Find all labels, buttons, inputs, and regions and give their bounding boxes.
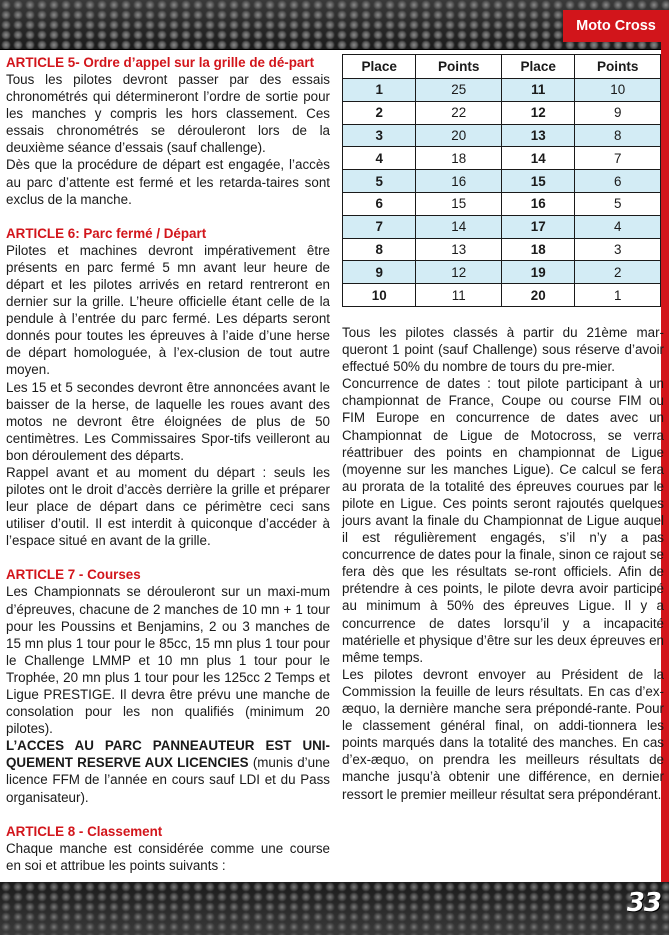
points-cell: 18 — [416, 147, 502, 170]
points-cell: 22 — [416, 101, 502, 124]
points-cell: 20 — [416, 124, 502, 147]
points-cell: 5 — [575, 192, 661, 215]
place-cell: 17 — [501, 215, 574, 238]
article-7-title: ARTICLE 7 - Courses — [6, 567, 141, 583]
place-cell: 3 — [343, 124, 416, 147]
right-paragraph-2: Concurrence de dates : tout pilote participant à un championnat de France, Coupe ou course FIM ou FIM Europe en concurrence de dates avec un Championnat de Ligue de Motocross, se verra réattribuer des points en championnat de Ligue (moyenne sur les manches Ligue). Ce calcul se fera au prorata de la totalité des épreuves courues par le pilote en Ligue. Ces points seront rajoutés quelques jours avant la finale du Championnat de Ligue auquel il est régulièrement engagés, s’il n’y a pas concurrence de dates pour la finale, sinon ce rajout se fera dès que les résultats se-ront officiels. Afin de prétendre à ces points, le pilote devra avoir participé au minimum à 50% des épreuves Ligue. Il y a concurrence de dates lorsqu’il y a incapacité matérielle et physique d’être sur les deux épreuves en même temps. — [342, 376, 664, 665]
table-row — [343, 101, 661, 124]
points-cell: 1 — [575, 284, 661, 307]
article-8-paragraph-1: Chaque manche est considérée comme une course en soi et attribue les points suivants : — [6, 840, 330, 873]
place-cell: 5 — [343, 170, 416, 193]
points-table — [342, 54, 661, 307]
points-cell: 9 — [575, 101, 661, 124]
points-cell: 6 — [575, 170, 661, 193]
place-cell: 7 — [343, 215, 416, 238]
place-cell: 6 — [343, 192, 416, 215]
points-cell: 3 — [575, 238, 661, 261]
left-column — [6, 54, 330, 874]
right-column — [342, 54, 664, 803]
table-row — [343, 284, 661, 307]
right-text-block — [342, 324, 664, 803]
article-7-bold-notice: L’ACCES AU PARC PANNEAUTEUR EST UNI-QUEMENT RESERVE AUX LICENCIES — [6, 738, 330, 771]
article-6-paragraph-1: Pilotes et machines devront impérativement être présents en parc fermé 5 mn avant leur heure de départ et les pilotes arrivés en retard rentreront en dernier sur la grille. L’heure officielle étant celle de la pendule à l’entrée du parc fermé. Les départs seront donnés pour toutes les épreuves à l’aide d’une herse de départ homologuée, à l’ex-clusion de tout autre moyen. — [6, 242, 330, 378]
points-cell: 14 — [416, 215, 502, 238]
place-cell: 18 — [501, 238, 574, 261]
points-cell: 7 — [575, 147, 661, 170]
points-cell: 4 — [575, 215, 661, 238]
article-5-paragraph-1: Tous les pilotes devront passer par des essais chronométrés qui détermineront l’ordre de sortie pour les manches y compris les hors classement. Ces essais chronométrés se dérouleront lors de la deuxième séance d’essais (sauf challenge). — [6, 72, 330, 156]
points-cell: 2 — [575, 261, 661, 284]
table-row — [343, 192, 661, 215]
table-row — [343, 215, 661, 238]
place-cell: 4 — [343, 147, 416, 170]
points-cell: 12 — [416, 261, 502, 284]
place-cell: 15 — [501, 170, 574, 193]
place-cell: 8 — [343, 238, 416, 261]
footer-band — [0, 882, 669, 935]
header-points-1: Points — [416, 55, 502, 79]
place-cell: 10 — [343, 284, 416, 307]
article-7-paragraph-2 — [6, 737, 330, 805]
article-7-paragraph-1: Les Championnats se dérouleront sur un maxi-mum d’épreuves, chacune de 2 manches de 10 mn + 1 tour pour les Poussins et Benjamins, 2 ou 3 manches de 15 mn plus 1 tour pour le 85cc, 15 mn plus 1 tour pour le Challenge LMMP et 10 mn plus 1 tour pour le Trophée, 20 mn plus 1 tour pour les 125cc 2 Temps et Ligue PRESTIGE. Il devra être prévu une manche de consolation pour les non qualifiés (minimum 20 pilotes). — [6, 584, 330, 737]
table-row — [343, 147, 661, 170]
place-cell: 13 — [501, 124, 574, 147]
place-cell: 9 — [343, 261, 416, 284]
place-cell: 16 — [501, 192, 574, 215]
article-7-notice-rest: (munis d’une licence FFM de l’année en cours sauf LDI et du Pass organisateur). — [6, 755, 330, 805]
table-row — [343, 238, 661, 261]
header-place-2: Place — [501, 55, 574, 79]
points-cell: 10 — [575, 79, 661, 102]
place-cell: 2 — [343, 101, 416, 124]
table-row — [343, 261, 661, 284]
points-cell: 15 — [416, 192, 502, 215]
article-5-title: ARTICLE 5- Ordre d’appel sur la grille de dé-part — [6, 55, 315, 70]
header-place-1: Place — [343, 55, 416, 79]
header-points-2: Points — [575, 55, 661, 79]
right-paragraph-1: Tous les pilotes classés à partir du 21ème mar-queront 1 point (sauf Challenge) sous réserve d’avoir effectué 50% du nombre de tours du pre-mier. — [342, 324, 664, 375]
article-6-paragraph-2: Les 15 et 5 secondes devront être annoncées avant le baisser de la herse, de laquelle les roues avant des motos ne devront être éloignées de plus de 50 centimètres. Les Commissaires Spor-tifs veilleront au bon déroulement des départs. — [6, 379, 330, 463]
points-cell: 13 — [416, 238, 502, 261]
table-row — [343, 170, 661, 193]
place-cell: 19 — [501, 261, 574, 284]
place-cell: 11 — [501, 79, 574, 102]
points-cell: 25 — [416, 79, 502, 102]
points-table-header-row — [343, 55, 661, 79]
place-cell: 14 — [501, 147, 574, 170]
points-cell: 16 — [416, 170, 502, 193]
right-paragraph-3: Les pilotes devront envoyer au Président de la Commission la feuille de leurs résultats. En cas d’ex-æquo, la dernière manche sera prépondé-rante. Pour le classement général final, on addi-tionnera les points marqués dans la totalité des manches. En cas d’ex-æquo, on prendra les meilleurs résultats de manche jusqu’à obtenir une différence, en dernier ressort le premier meilleur résultat sera prépondérant. — [342, 666, 664, 802]
table-row — [343, 124, 661, 147]
place-cell: 1 — [343, 79, 416, 102]
section-tag: Moto Cross — [563, 10, 669, 42]
table-row — [343, 79, 661, 102]
place-cell: 12 — [501, 101, 574, 124]
article-5-paragraph-2: Dès que la procédure de départ est engagée, l’accès au parc d’attente est fermé et les retarda-taires sont exclus de la manche. — [6, 157, 330, 207]
place-cell: 20 — [501, 284, 574, 307]
article-6-title: ARTICLE 6: Parc fermé / Départ — [6, 225, 207, 241]
points-cell: 11 — [416, 284, 502, 307]
article-8-title: ARTICLE 8 - Classement — [6, 823, 163, 839]
points-cell: 8 — [575, 124, 661, 147]
article-6-paragraph-3: Rappel avant et au moment du départ : seuls les pilotes ont le droit d’accès derrière la grille et préparer leur place de départ dans ce périmètre ceci sans utiliser d’outil. Il est interdit à quiconque d’accéder à l’espace situé en avant de la grille. — [6, 464, 330, 549]
page-number: 33 — [626, 888, 661, 918]
